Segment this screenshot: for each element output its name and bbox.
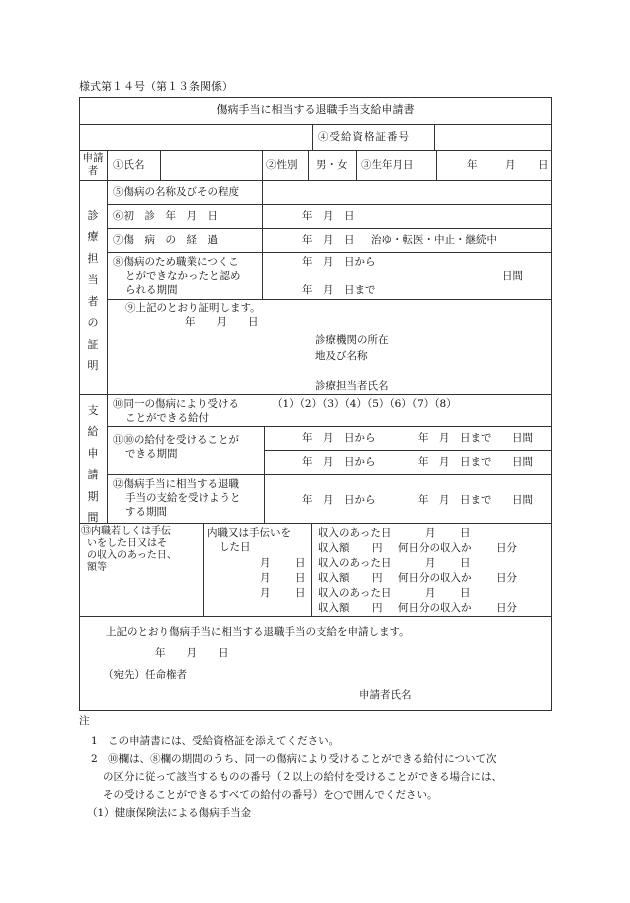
doctor-name-label: 診療担当者氏名	[315, 380, 389, 392]
applicant-label: 申請者	[82, 152, 104, 177]
disease-label: ⑤傷病の名称及びその程度	[113, 186, 239, 198]
income-day-label: 収入のあった日	[318, 557, 392, 569]
side-work-label-2: いをした日又はそ	[87, 538, 167, 549]
unable-period-label-2: とができなかったと認め	[125, 270, 241, 282]
income-day-label: 収入のあった日	[318, 587, 392, 599]
cert-number-field[interactable]	[436, 126, 550, 148]
income-amount-label: 収入額	[318, 542, 350, 554]
birth-month-unit: 月	[505, 159, 516, 171]
benefit11-days-1[interactable]: 日間	[512, 432, 533, 444]
cert-number-label: ④受給資格証番号	[318, 131, 410, 143]
work-day-label-1: 内職又は手伝いを	[207, 527, 291, 539]
days-unit: 日分	[496, 602, 517, 614]
sex-label: ②性別	[266, 159, 298, 171]
which-day-label: 何日分の収入か	[398, 542, 472, 554]
work-day-unit: 日	[295, 557, 306, 569]
disease-field[interactable]	[264, 182, 550, 202]
note-2-item-1: （1）健康保険法による傷病手当金	[87, 807, 252, 819]
work-month-unit: 月	[260, 557, 271, 569]
certify-statement: ⑨上記のとおり証明します。	[125, 302, 261, 314]
benefit10-label-1: ⑩同一の傷病により受ける	[113, 398, 239, 410]
clinic-address-label-1: 診療機関の所在	[315, 334, 389, 346]
course-label: ⑦傷 病 の 経 過	[113, 234, 218, 246]
note-1: 1 この申請書には、受給資格証を添えてください。	[91, 735, 340, 747]
income-day-unit: 日	[460, 557, 471, 569]
first-visit-date[interactable]: 年 月 日	[302, 210, 355, 222]
addressee: （宛先）任命権者	[103, 669, 187, 681]
days-unit: 日分	[496, 542, 517, 554]
income-day-unit: 日	[460, 527, 471, 539]
benefit11-days-2[interactable]: 日間	[512, 456, 533, 468]
yen-unit: 円	[372, 542, 383, 554]
income-month-unit: 月	[425, 557, 436, 569]
name-field[interactable]	[162, 152, 260, 178]
benefit12-from[interactable]: 年 月 日から	[302, 494, 376, 506]
benefit11-to-2[interactable]: 年 月 日まで	[418, 456, 492, 468]
benefit11-label-2: できる期間	[125, 448, 178, 460]
birth-year-unit: 年	[467, 159, 478, 171]
notes-heading: 注	[79, 715, 90, 727]
certify-date[interactable]: 年 月 日	[185, 316, 259, 328]
days-unit: 日分	[496, 572, 517, 584]
income-amount-label: 収入額	[318, 602, 350, 614]
first-visit-label: ⑥初 診 年 月 日	[113, 210, 218, 222]
benefit12-label-3: する期間	[125, 506, 167, 518]
benefit11-from-2[interactable]: 年 月 日から	[302, 456, 376, 468]
application-date[interactable]: 年 月 日	[155, 647, 229, 659]
doctor-cert-vertical-label: 診療担当者の証明	[87, 209, 99, 373]
benefit11-to-1[interactable]: 年 月 日まで	[418, 432, 492, 444]
birth-day-unit: 日	[538, 159, 549, 171]
income-day-unit: 日	[460, 587, 471, 599]
sex-options[interactable]: 男・女	[316, 159, 348, 171]
course-date[interactable]: 年 月 日	[302, 234, 355, 246]
course-options[interactable]: 治ゆ・転医・中止・継続中	[371, 234, 497, 246]
unable-from-date[interactable]: 年 月 日から	[302, 256, 376, 268]
work-day-label-2: した日	[219, 541, 251, 553]
note-2-line-2: の区分に従って該当するものの番号（２以上の給付を受けることができる場合には、	[103, 771, 502, 783]
income-day-label: 収入のあった日	[318, 527, 392, 539]
unable-period-label-3: られる期間	[125, 284, 178, 296]
benefit12-label-2: 手当の支給を受けようと	[125, 492, 241, 504]
benefit12-to[interactable]: 年 月 日まで	[418, 494, 492, 506]
benefit10-label-2: ことができる給付	[125, 412, 209, 424]
benefit11-label-1: ⑪⑩の給付を受けることが	[113, 434, 239, 446]
benefit-vertical-label: 支給申請期間	[87, 404, 99, 525]
side-work-label-1: ⑬内職若しくは手伝	[81, 526, 171, 537]
side-work-label-4: 額等	[87, 562, 107, 573]
work-day-unit: 日	[295, 587, 306, 599]
applicant-signature-label: 申請者氏名	[359, 689, 412, 701]
note-2-line-1: 2 ⑩欄は、⑧欄の期間のうち、同一の傷病により受けることができる給付について次	[91, 753, 497, 765]
unable-to-date[interactable]: 年 月 日まで	[302, 284, 376, 296]
which-day-label: 何日分の収入か	[398, 572, 472, 584]
name-label: ①氏名	[113, 159, 145, 171]
yen-unit: 円	[372, 602, 383, 614]
income-month-unit: 月	[425, 587, 436, 599]
income-month-unit: 月	[425, 527, 436, 539]
form-number: 様式第１４号（第１３条関係）	[79, 80, 233, 93]
yen-unit: 円	[372, 572, 383, 584]
unable-days[interactable]: 日間	[502, 270, 523, 282]
unable-period-label-1: ⑧傷病のため職業につくこ	[113, 256, 239, 268]
benefit11-from-1[interactable]: 年 月 日から	[302, 432, 376, 444]
clinic-address-label-2: 地及び名称	[315, 350, 368, 362]
application-statement: 上記のとおり傷病手当に相当する退職手当の支給を申請します。	[106, 626, 410, 638]
which-day-label: 何日分の収入か	[398, 602, 472, 614]
side-work-label-3: の収入のあった日、	[87, 550, 177, 561]
benefit12-label-1: ⑫傷病手当に相当する退職	[113, 478, 239, 490]
benefit12-days[interactable]: 日間	[512, 494, 533, 506]
note-2-line-3: その受けることができるすべての給付の番号）を○で囲んでください。	[103, 789, 438, 801]
birthdate-label: ③生年月日	[361, 159, 414, 171]
income-amount-label: 収入額	[318, 572, 350, 584]
benefit10-options[interactable]: （1）（2）（3）（4）（5）（6）（7）（8）	[272, 398, 457, 410]
applicant-signature-field[interactable]	[416, 686, 548, 706]
work-month-unit: 月	[260, 572, 271, 584]
work-day-unit: 日	[295, 572, 306, 584]
form-title: 傷病手当に相当する退職手当支給申請書	[216, 103, 415, 116]
work-month-unit: 月	[260, 587, 271, 599]
